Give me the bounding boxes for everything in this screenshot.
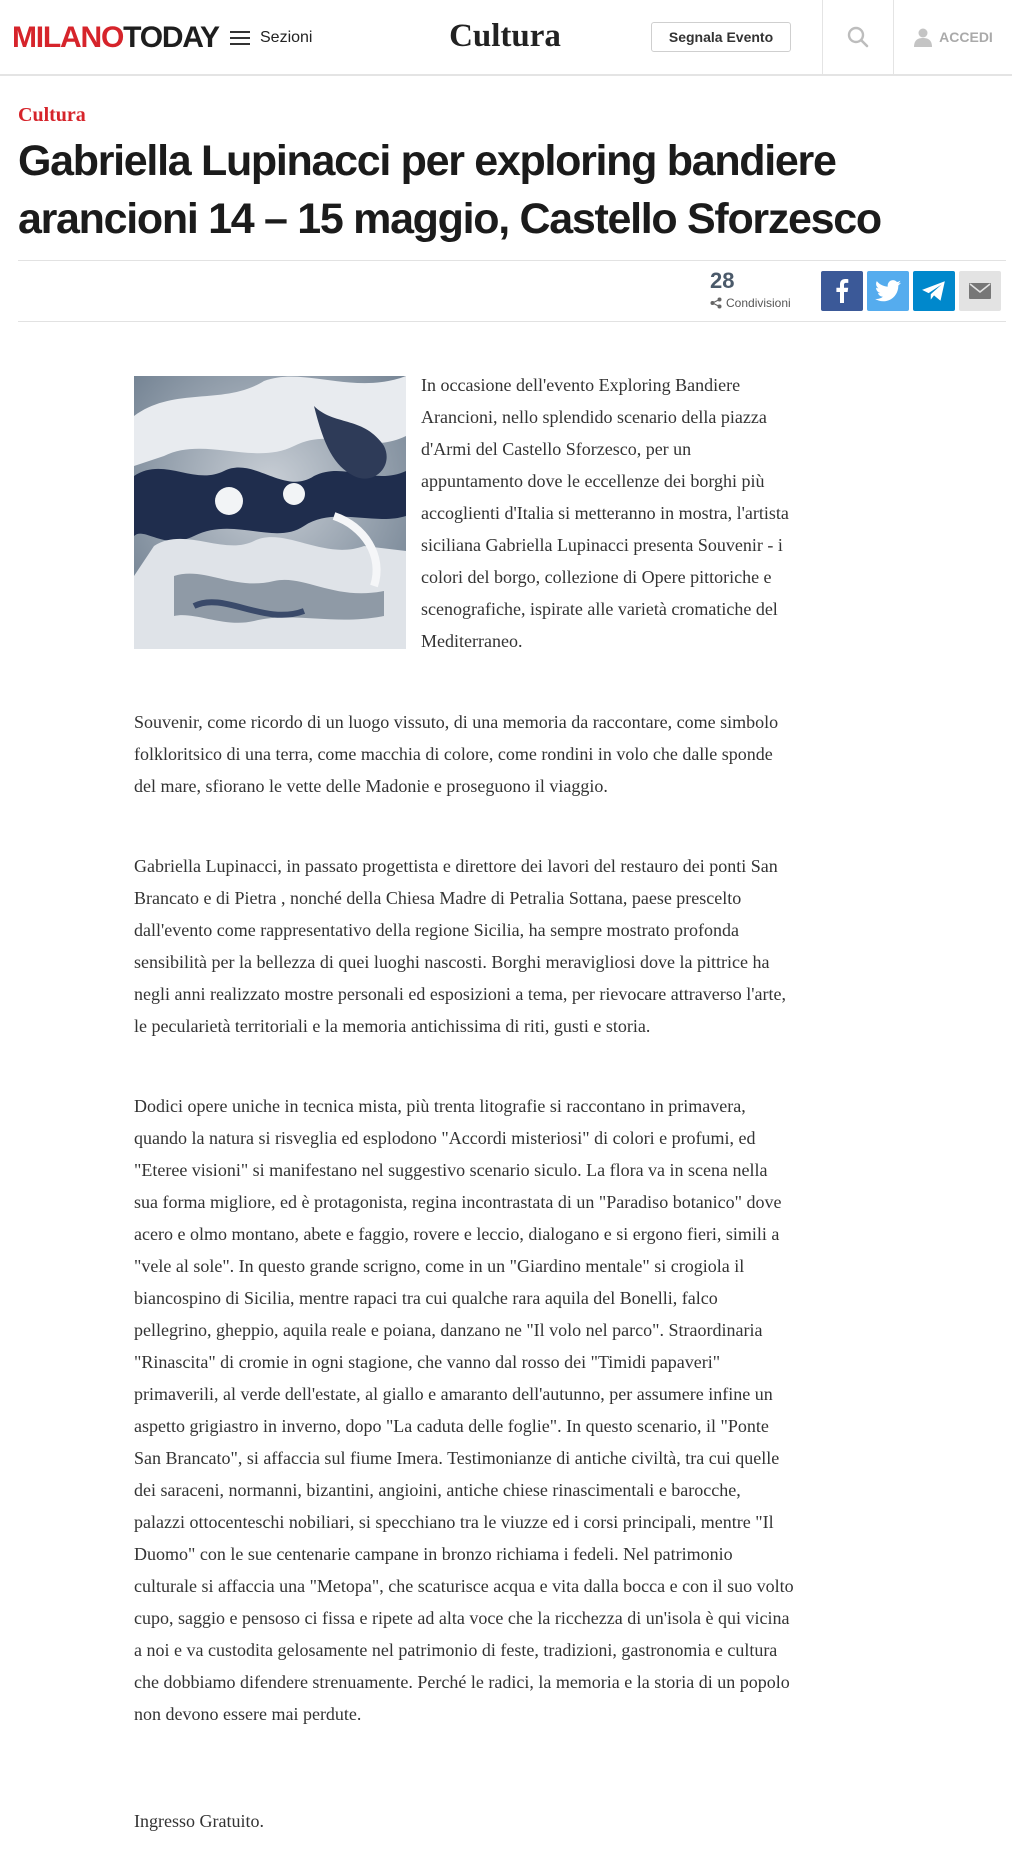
login-button[interactable] [894, 0, 1012, 74]
logo-today: TODAY [123, 21, 219, 54]
telegram-icon [921, 280, 947, 302]
email-share-button[interactable] [959, 271, 1001, 311]
login-label: ACCEDI [939, 29, 993, 45]
article-paragraph: Souvenir, come ricordo di un luogo vissuto, di una memoria da raccontare, come simbolo folkloritsico di una terra, come macchia di colore, come rondini in volo che dalle sponde del mare, sfiorano le vette delle Madonie e proseguono il viaggio. [134, 712, 779, 796]
article-category[interactable]: Cultura [18, 104, 86, 126]
article-paragraph: Ingresso Gratuito. [134, 1811, 264, 1831]
hamburger-icon [230, 31, 250, 45]
search-button[interactable] [823, 0, 893, 74]
section-title[interactable]: Cultura [449, 18, 561, 54]
user-icon [913, 27, 933, 47]
article-paragraph: Dodici opere uniche in tecnica mista, più trenta litografie si raccontano in primavera, quando la natura si risveglia ed esplodono "Accordi misteriosi" di colori e profumi, ed "Eteree visioni" si manifestano nel suggestivo scenario siculo. La flora va in scena nella sua forma migliore, ed è protagonista, regina incontrastata di un "Paradiso botanico" dove acero e olmo montano, abete e faggio, rovere e leccio, dialogano e si ergono fieri, simili a "vele al sole". In questo grande scrigno, come in un "Giardino mentale" si crogiola il biancospino di Sicilia, mentre rapaci tra cui qualche rara aquila del Bonelli, falco pellegrino, gheppio, aquila reale e poiana, danzano ne "Il volo nel parco". Straordinaria "Rinascita" di cromie in ogni stagione, che vanno dal rosso dei "Timidi papaveri" primaverili, al verde dell'estate, al giallo e amaranto dell'autunno, per assumere infine un aspetto grigiastro in inverno, dopo "La caduta delle foglie". In questo scenario, il "Ponte San Brancato", si affaccia sul fiume Imera. Testimonianze di antiche civiltà, tra cui quelle dei saraceni, normanni, bizantini, angioini, antiche chiese rinascimentali e barocche, palazzi ottocenteschi nobiliari, si specchiano tra le viuzze ed i corsi principali, mentre "Il Duomo" con le sue centenarie campane in bronzo richiama i fedeli. Nel patrimonio culturale si affaccia una "Metopa", che scaturisce acqua e vita dalla bocca e con il suo volto cupo, saggio e pensoso ci fissa e ripete ad alta voce che la ricchezza di un'isola è qui vicina a noi e va custodita gelosamente nel patrimonio di feste, tradizioni, gastronomia e cultura che dobbiamo difendere strenuamente. Perché le radici, la memoria e la storia di un popolo non devono essere mai perdute. [134, 1096, 794, 1724]
site-header [0, 0, 1012, 76]
share-counter [710, 267, 820, 311]
facebook-icon [835, 279, 849, 303]
share-count: 28 [710, 268, 735, 293]
article-paragraph: Gabriella Lupinacci, in passato progettista e direttore dei lavori del restauro dei ponti San Brancato e di Pietra , nonché della Chiesa Madre di Petralia Sottana, paese prescelto dall'evento come rappresentativo della regione Sicilia, ha sempre mostrato profonda sensibilità per la bellezza di quei luoghi nascosti. Borghi meravigliosi dove la pittrice ha negli anni realizzato mostre personali ed esposizioni a tema, per rievocare attraverso l'arte, le pecularietà territoriali e la memoria antichissima di riti, gusti e storia. [134, 856, 786, 1036]
site-logo[interactable] [12, 20, 219, 56]
article-paragraph: In occasione dell'evento Exploring Bandiere Arancioni, nello splendido scenario della piazza d'Armi del Castello Sforzesco, per un appuntamento dove le eccellenze dei borghi più accoglienti d'Italia si metteranno in mostra, l'artista siciliana Gabriella Lupinacci presenta Souvenir - i colori del borgo, collezione di Opere pittoriche e scenografiche, ispirate alle varietà cromatiche del Mediterraneo. [421, 375, 789, 651]
share-icon [710, 297, 722, 309]
share-bar [18, 260, 1006, 322]
mail-icon [969, 283, 991, 299]
artwork-image[interactable] [134, 376, 406, 649]
article-title: Gabriella Lupinacci per exploring bandiere arancioni 14 – 15 maggio, Castello Sforzesco [18, 137, 881, 243]
sections-menu-button[interactable] [230, 24, 312, 52]
twitter-share-button[interactable] [867, 271, 909, 311]
logo-milano: MILANO [12, 21, 124, 54]
telegram-share-button[interactable] [913, 271, 955, 311]
sections-menu-label: Sezioni [260, 29, 313, 46]
report-event-button[interactable]: Segnala Evento [651, 22, 791, 52]
facebook-share-button[interactable] [821, 271, 863, 311]
twitter-icon [875, 280, 901, 302]
share-label: Condivisioni [726, 296, 791, 310]
search-icon [847, 26, 869, 48]
